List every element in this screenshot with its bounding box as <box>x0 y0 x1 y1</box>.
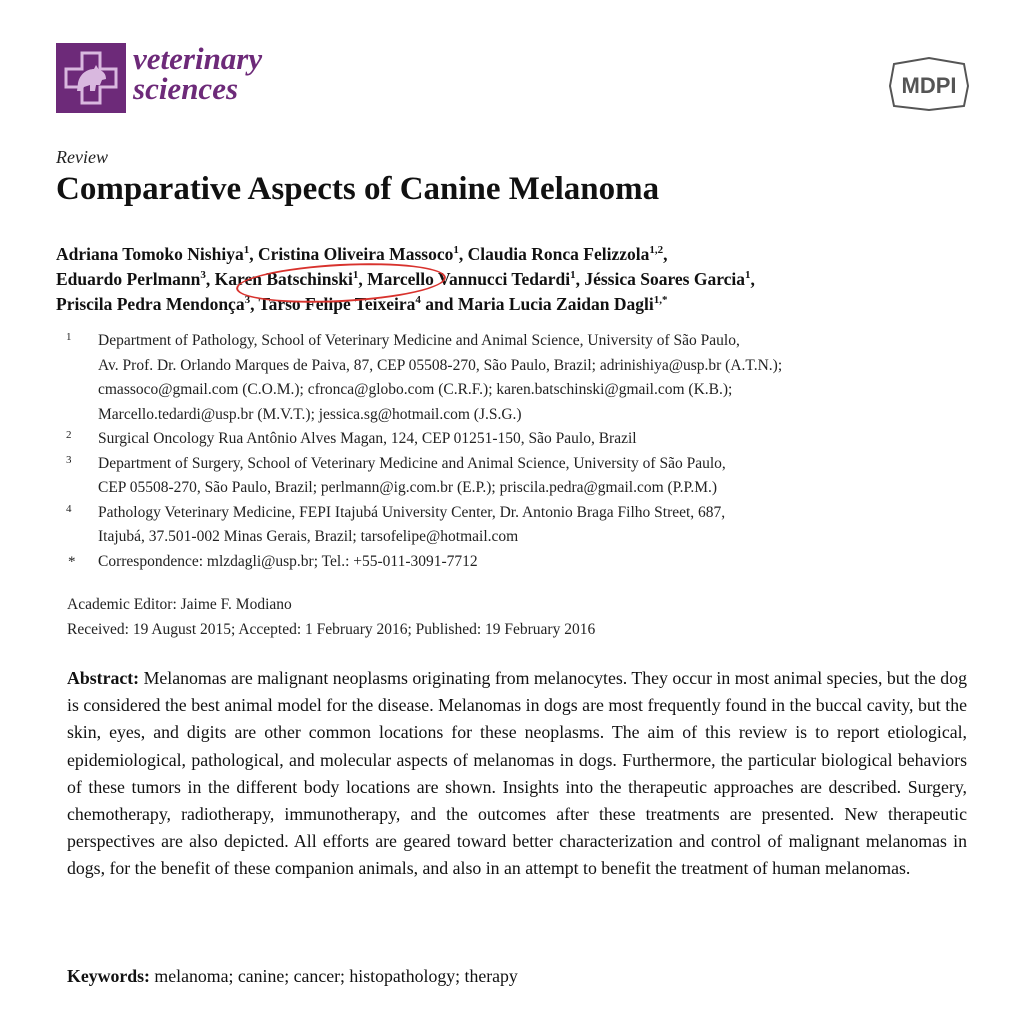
author-separator: , <box>575 269 585 289</box>
keywords-text: melanoma; canine; cancer; histopathology; therapy <box>154 966 518 986</box>
affiliation-mark: 3 <box>66 453 72 466</box>
author-affil-sup: 1 <box>453 244 459 257</box>
author-affil-sup: 3 <box>244 294 251 307</box>
author: Marcello Vannucci Tedardi <box>367 269 571 289</box>
affiliation-line: CEP 05508-270, São Paulo, Brazil; perlmann@ig.com.br (E.P.); priscila.pedra@gmail.com (P.P.M.) <box>98 479 718 496</box>
author: Claudia Ronca Felizzola <box>467 244 650 264</box>
affiliation-list <box>66 329 966 574</box>
affiliation-mark: * <box>68 553 76 570</box>
author-affil-sup: 4 <box>415 294 421 307</box>
author-separator: and <box>420 294 458 314</box>
correspondence-item <box>66 550 966 575</box>
author-separator: , <box>750 269 755 289</box>
affiliation-mark: 4 <box>66 502 72 515</box>
publisher-name: MDPI <box>901 73 957 98</box>
abstract <box>67 665 967 883</box>
academic-editor: Academic Editor: Jaime F. Modiano <box>67 596 292 613</box>
affiliation-mark: 2 <box>66 429 72 441</box>
author-highlighted: Karen Batschinski <box>214 269 353 289</box>
abstract-label: Abstract: <box>67 668 144 688</box>
correspondence-line: Correspondence: mlzdagli@usp.br; Tel.: +55-011-3091-7712 <box>98 552 478 570</box>
publication-dates: Received: 19 August 2015; Accepted: 1 February 2016; Published: 19 February 2016 <box>67 620 596 638</box>
author-line-1 <box>56 242 986 267</box>
article-type: Review <box>56 147 108 167</box>
author: Jéssica Soares Garcia <box>584 269 746 289</box>
author-separator: , <box>663 244 668 264</box>
author-affil-sup: 1,2 <box>649 244 664 257</box>
journal-name-line2: sciences <box>133 71 239 106</box>
author: Adriana Tomoko Nishiya <box>56 244 244 264</box>
author-separator: , <box>358 269 368 289</box>
publisher-logo <box>884 56 974 112</box>
affiliation-item <box>66 427 966 452</box>
paper-title: Comparative Aspects of Canine Melanoma <box>56 171 660 207</box>
abstract-text: Melanomas are malignant neoplasms originating from melanocytes. They occur in most animal species, but the dog is considered the best animal model for the disease. Melanomas in dogs are most frequently found in the buccal cavity, but the skin, eyes, and digits are other common locations for these neoplasms. The aim of this review is to report etiological, epidemiological, pathological, and molecular aspects of melanomas in dogs. Furthermore, the particular biological behaviors of these tumors in the different body locations are shown. Insights into the therapeutic approaches are described. Surgery, chemotherapy, radiotherapy, immunotherapy, and the outcomes after these treatments are presented. New therapeutic perspectives are also depicted. All efforts are geared toward better characterization and control of malignant melanomas in dogs, for the benefit of these companion animals, and also in an attempt to benefit the treatment of human melanomas. <box>67 668 967 879</box>
affiliation-line: Marcello.tedardi@usp.br (M.V.T.); jessica.sg@hotmail.com (J.S.G.) <box>98 405 522 423</box>
author-list <box>56 242 986 317</box>
journal-name-line1: veterinary <box>133 41 263 76</box>
keywords <box>67 966 518 987</box>
author-separator: , <box>249 244 258 264</box>
affiliation-line: Department of Pathology, School of Veterinary Medicine and Animal Science, University of São Paulo, <box>98 332 740 349</box>
journal-name <box>133 41 263 106</box>
author-separator: , <box>250 294 259 314</box>
author-affil-sup: 1 <box>570 269 576 282</box>
affiliation-item <box>66 329 966 427</box>
author-separator: , <box>205 269 215 289</box>
journal-logo <box>56 43 126 113</box>
author: Eduardo Perlmann <box>56 269 201 289</box>
author: Cristina Oliveira Massoco <box>257 244 454 264</box>
author-line-3 <box>56 292 986 317</box>
affiliation-mark: 1 <box>66 331 72 343</box>
affiliation-line: cmassoco@gmail.com (C.O.M.); cfronca@globo.com (C.R.F.); karen.batschinski@gmail.com (K.B.); <box>98 381 733 398</box>
author-line-2 <box>56 267 986 292</box>
author-affil-sup: 1 <box>745 269 751 282</box>
author-affil-sup: 3 <box>200 269 206 282</box>
affiliation-item <box>66 501 966 550</box>
author: Maria Lucia Zaidan Dagli <box>457 294 654 314</box>
author-separator: , <box>458 244 468 264</box>
author: Tarso Felipe Teixeira <box>258 294 416 314</box>
author-affil-sup: 1 <box>243 244 250 257</box>
author: Priscila Pedra Mendonça <box>56 294 245 314</box>
keywords-label: Keywords: <box>67 966 155 986</box>
affiliation-line: Av. Prof. Dr. Orlando Marques de Paiva, 87, CEP 05508-270, São Paulo, Brazil; adrinishiya@usp.br (A.T.N.); <box>98 356 783 374</box>
author-affil-sup: 1,* <box>653 294 668 307</box>
affiliation-item <box>66 452 966 501</box>
author-affil-sup: 1 <box>352 269 359 282</box>
affiliation-line: Surgical Oncology Rua Antônio Alves Magan, 124, CEP 01251-150, São Paulo, Brazil <box>98 430 637 447</box>
editor-and-dates <box>67 593 595 642</box>
affiliation-line: Pathology Veterinary Medicine, FEPI Itajubá University Center, Dr. Antonio Braga Filho Street, 687, <box>98 503 726 521</box>
affiliation-line: Department of Surgery, School of Veterinary Medicine and Animal Science, University of São Paulo, <box>98 454 726 472</box>
veterinary-cross-dog-icon <box>62 49 120 107</box>
affiliation-line: Itajubá, 37.501-002 Minas Gerais, Brazil; tarsofelipe@hotmail.com <box>98 528 519 545</box>
